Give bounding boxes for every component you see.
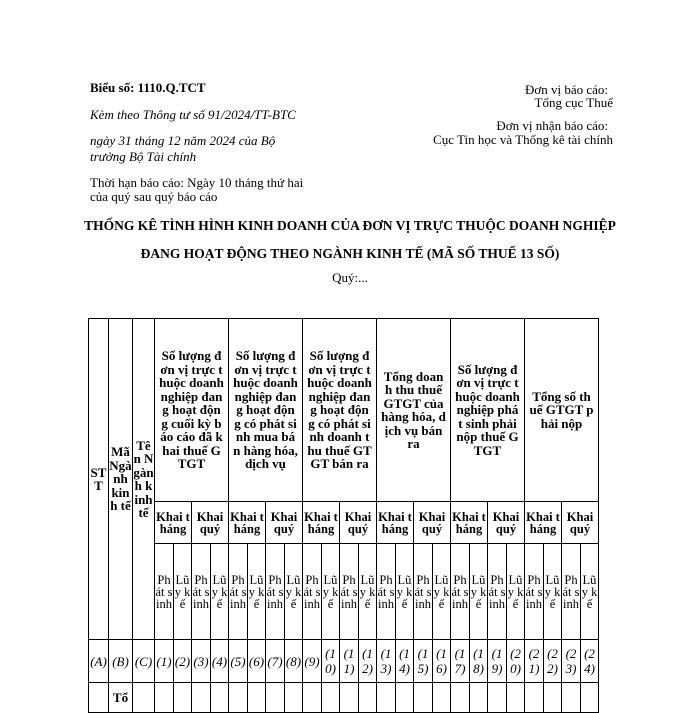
data-cell — [340, 683, 359, 713]
column-code-23: (21) — [525, 640, 544, 683]
data-cell — [433, 683, 451, 713]
cumulative-leaf-header: Lũy kế — [174, 544, 192, 640]
circular-date-line2: trưởng Bộ Tài chính — [90, 149, 197, 164]
arising-leaf-header: Phát sinh — [488, 544, 507, 640]
column-code-26: (24) — [581, 640, 599, 683]
data-cell — [359, 683, 377, 713]
data-cell — [507, 683, 525, 713]
circular-date-line1: ngày 31 tháng 12 năm 2024 của Bộ — [90, 133, 276, 148]
data-cell — [211, 683, 229, 713]
data-cell — [377, 683, 396, 713]
data-cell — [562, 683, 581, 713]
monthly-subheader-5: Khai tháng — [451, 502, 488, 544]
column-code-9: (7) — [266, 640, 285, 683]
data-cell — [229, 683, 248, 713]
data-cell — [544, 683, 562, 713]
column-code-11: (9) — [303, 640, 322, 683]
data-cell — [396, 683, 414, 713]
arising-leaf-header: Phát sinh — [303, 544, 322, 640]
data-cell — [470, 683, 488, 713]
form-number: Biểu số: 1110.Q.TCT — [90, 80, 206, 95]
arising-leaf-header: Phát sinh — [562, 544, 581, 640]
column-code-22: (20) — [507, 640, 525, 683]
monthly-subheader-6: Khai tháng — [525, 502, 562, 544]
monthly-subheader-3: Khai tháng — [303, 502, 340, 544]
column-code-13: (11) — [340, 640, 359, 683]
column-code-14: (12) — [359, 640, 377, 683]
quarterly-subheader-6: Khai quý — [562, 502, 599, 544]
receiving-unit-label: Đơn vị nhận báo cáo: — [496, 118, 608, 133]
cumulative-leaf-header: Lũy kế — [211, 544, 229, 640]
data-cell — [488, 683, 507, 713]
data-cell — [174, 683, 192, 713]
arising-leaf-header: Phát sinh — [340, 544, 359, 640]
cumulative-leaf-header: Lũy kế — [359, 544, 377, 640]
cumulative-leaf-header: Lũy kế — [396, 544, 414, 640]
column-code-5: (3) — [192, 640, 211, 683]
attached-circular: Kèm theo Thông tư số 91/2024/TT-BTC — [90, 107, 296, 122]
cumulative-leaf-header: Lũy kế — [470, 544, 488, 640]
column-code-4: (2) — [174, 640, 192, 683]
column-code-6: (4) — [211, 640, 229, 683]
monthly-subheader-4: Khai tháng — [377, 502, 414, 544]
column-code-16: (14) — [396, 640, 414, 683]
column-code-3: (1) — [155, 640, 174, 683]
arising-leaf-header: Phát sinh — [525, 544, 544, 640]
data-cell — [414, 683, 433, 713]
quarterly-subheader-3: Khai quý — [340, 502, 377, 544]
column-code-2: (C) — [133, 640, 155, 683]
group-header-4: Tổng doanh thu thuế GTGT của hàng hóa, dịch vụ bán ra — [377, 319, 451, 502]
column-code-12: (10) — [322, 640, 340, 683]
column-code-24: (22) — [544, 640, 562, 683]
quarterly-subheader-5: Khai quý — [488, 502, 525, 544]
group-header-5: Số lượng đơn vị trực thuộc doanh nghiệp phát sinh phải nộp thuế GTGT — [451, 319, 525, 502]
cumulative-leaf-header: Lũy kế — [322, 544, 340, 640]
group-header-1: Số lượng đơn vị trực thuộc doanh nghiệp đang hoạt động cuối kỳ báo cáo đã khai thuế GTGT — [155, 319, 229, 502]
deadline-line2: của quý sau quý báo cáo — [90, 189, 218, 204]
monthly-subheader-1: Khai tháng — [155, 502, 192, 544]
report-title-line2: ĐANG HOẠT ĐỘNG THEO NGÀNH KINH TẾ (MÃ SỐ THUẾ 13 SỐ) — [140, 246, 560, 261]
cumulative-leaf-header: Lũy kế — [544, 544, 562, 640]
data-cell — [581, 683, 599, 713]
data-cell — [285, 683, 303, 713]
arising-leaf-header: Phát sinh — [414, 544, 433, 640]
quarterly-subheader-1: Khai quý — [192, 502, 229, 544]
column-code-15: (13) — [377, 640, 396, 683]
col-industry-code-header: Mã Ngành kinh tế — [109, 319, 133, 640]
group-header-3: Số lượng đơn vị trực thuộc doanh nghiệp đang hoạt động có phát sinh doanh thu thuế GTGT bán ra — [303, 319, 377, 502]
cumulative-leaf-header: Lũy kế — [285, 544, 303, 640]
reporting-unit-value: Tổng cục Thuế — [534, 95, 613, 110]
cumulative-leaf-header: Lũy kế — [581, 544, 599, 640]
column-code-20: (18) — [470, 640, 488, 683]
data-cell — [303, 683, 322, 713]
column-code-17: (15) — [414, 640, 433, 683]
arising-leaf-header: Phát sinh — [229, 544, 248, 640]
col-stt-header: STT — [89, 319, 109, 640]
data-cell — [525, 683, 544, 713]
first-row-code-partial: Tổ — [109, 683, 133, 713]
data-cell — [192, 683, 211, 713]
column-code-7: (5) — [229, 640, 248, 683]
monthly-subheader-2: Khai tháng — [229, 502, 266, 544]
cumulative-leaf-header: Lũy kế — [248, 544, 266, 640]
reporting-unit-label: Đơn vị báo cáo: — [524, 82, 608, 97]
column-code-10: (8) — [285, 640, 303, 683]
col-industry-name-header: Tên Ngành kinh tế — [133, 319, 155, 640]
data-cell — [248, 683, 266, 713]
deadline-line1: Thời hạn báo cáo: Ngày 10 tháng thứ hai — [90, 175, 304, 190]
statistics-table — [88, 318, 599, 713]
column-code-1: (B) — [109, 640, 133, 683]
column-code-21: (19) — [488, 640, 507, 683]
arising-leaf-header: Phát sinh — [155, 544, 174, 640]
data-cell — [266, 683, 285, 713]
column-code-0: (A) — [89, 640, 109, 683]
column-code-19: (17) — [451, 640, 470, 683]
data-cell — [155, 683, 174, 713]
arising-leaf-header: Phát sinh — [377, 544, 396, 640]
column-code-25: (23) — [562, 640, 581, 683]
receiving-unit-value: Cục Tin học và Thống kê tài chính — [433, 132, 613, 147]
group-header-6: Tổng số thuế GTGT phải nộp — [525, 319, 599, 502]
column-code-18: (16) — [433, 640, 451, 683]
quarterly-subheader-2: Khai quý — [266, 502, 303, 544]
report-title-line1: THỐNG KÊ TÌNH HÌNH KINH DOANH CỦA ĐƠN VỊ TRỰC THUỘC DOANH NGHIỆP — [84, 218, 616, 233]
cumulative-leaf-header: Lũy kế — [433, 544, 451, 640]
cumulative-leaf-header: Lũy kế — [507, 544, 525, 640]
arising-leaf-header: Phát sinh — [451, 544, 470, 640]
data-cell — [322, 683, 340, 713]
arising-leaf-header: Phát sinh — [266, 544, 285, 640]
quarter-label: Quý:... — [332, 270, 368, 285]
quarterly-subheader-4: Khai quý — [414, 502, 451, 544]
column-code-8: (6) — [248, 640, 266, 683]
group-header-2: Số lượng đơn vị trực thuộc doanh nghiệp đang hoạt động có phát sinh mua bán hàng hóa, dịch vụ — [229, 319, 303, 502]
data-cell — [451, 683, 470, 713]
arising-leaf-header: Phát sinh — [192, 544, 211, 640]
